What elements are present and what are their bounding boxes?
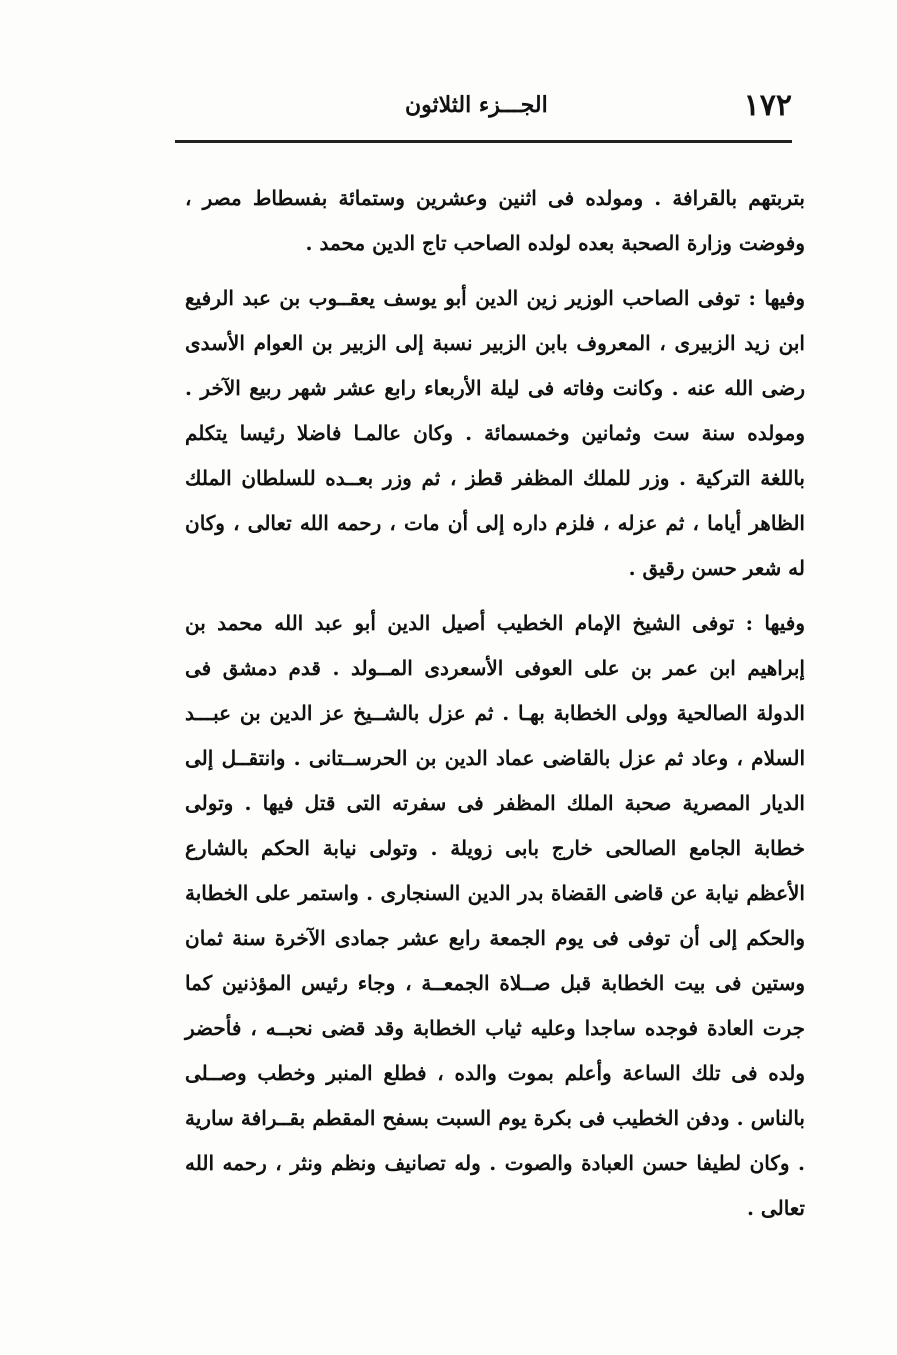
paragraph-2: وفيها : توفى الصاحب الوزير زين الدين أبو يوسف يعقــوب بن عبد الرفيع ابن زيد الزبيرى ، المعروف بابن الزبير نسبة إلى الزبير بن العوام الأسدى رضى الله عنه . وكانت وفاته فى ليلة الأربعاء رابع عشر شهر ربيع الآخر . ومولده سنة ست وثمانين وخمسمائة . وكان عالمـا فاضلا رئيسا يتكلم باللغة التركية . وزر للملك المظفر قطز ، ثم وزر بعــده للسلطان الملك الظاهر أياما ، ثم عزله ، فلزم داره إلى أن مات ، رحمه الله تعالى ، وكان له شعر حسن رقيق .: [185, 286, 805, 580]
body-text: [185, 176, 805, 1231]
paragraph-3: وفيها : توفى الشيخ الإمام الخطيب أصيل الدين أبو عبد الله محمد بن إبراهيم ابن عمر بن على العوفى الأسعردى المــولد . قدم دمشق فى الدولة الصالحية وولى الخطابة بهـا . ثم عزل بالشــيخ عز الدين بن عبـــد السلام ، وعاد ثم عزل بالقاضى عماد الدين بن الحرســتانى . وانتقــل إلى الديار المصرية صحبة الملك المظفر فى سفرته التى قتل فيها . وتولى خطابة الجامع الصالحى خارج بابى زويلة . وتولى نيابة الحكم بالشارع الأعظم نيابة عن قاضى القضاة بدر الدين السنجارى . واستمر على الخطابة والحكم إلى أن توفى فى يوم الجمعة رابع عشر جمادى الآخرة سنة ثمان وستين فى بيت الخطابة قبل صــلاة الجمعــة ، وجاء رئيس المؤذنين كما جرت العادة فوجده ساجدا وعليه ثياب الخطابة وقد قضى نحبــه ، فأحضر ولده فى تلك الساعة وأعلم بموت والده ، فطلع المنبر وخطب وصــلى بالناس . ودفن الخطيب فى بكرة يوم السبت بسفح المقطم بقــرافة سارية . وكان لطيفا حسن العبادة والصوت . وله تصانيف ونظم ونثر ، رحمه الله تعالى .: [185, 611, 805, 1220]
paragraph-1: بتربتهم بالقرافة . ومولده فى اثنين وعشرين وستمائة بفسطاط مصر ، وفوضت وزارة الصحبة بعده لولده الصاحب تاج الدين محمد .: [185, 186, 805, 255]
page-number: ١٧٢: [743, 88, 792, 123]
page-header: [175, 88, 792, 132]
header-rule: [175, 140, 792, 143]
running-head: الجـــزء الثلاثون: [405, 92, 548, 118]
